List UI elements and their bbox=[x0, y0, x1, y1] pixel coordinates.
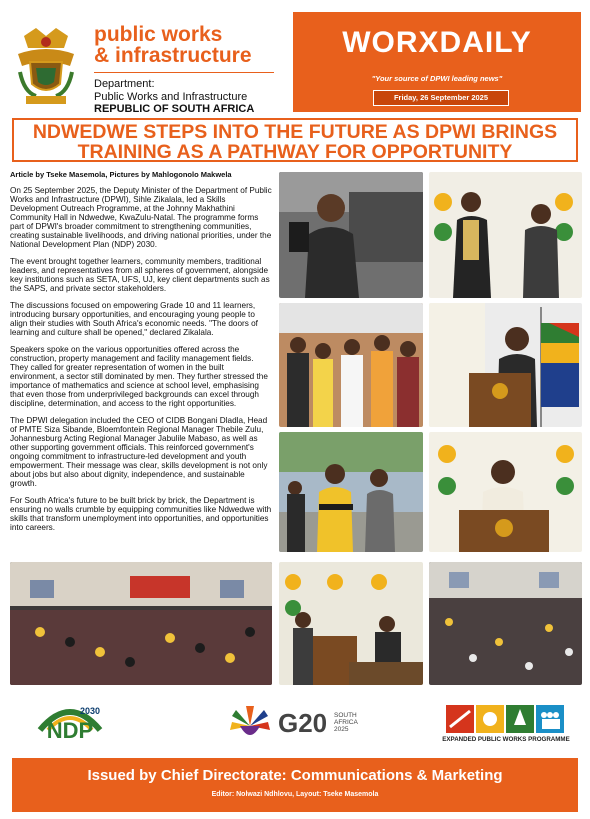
coat-of-arms-icon bbox=[14, 26, 78, 110]
byline: Article by Tseke Masemola, Pictures by Mahlogonolo Makwela bbox=[10, 170, 232, 179]
department-subtitle bbox=[94, 78, 284, 116]
footer-credits: Editor: Nolwazi Ndhlovu, Layout: Tseke Masemola bbox=[211, 791, 379, 798]
epwp-icons bbox=[446, 705, 566, 733]
ndp-year: 2030 bbox=[80, 706, 101, 716]
g20-logo bbox=[226, 700, 386, 748]
g20-subtitle bbox=[334, 712, 358, 733]
g20-sub1: SOUTH bbox=[334, 712, 357, 719]
article-paragraph: The discussions focused on empowering Grade 10 and 11 learners, introducing bursary opportunities, and encouraging young people to align their studies with South Africa's economic needs. "The doors of learning and culture shall be opened," declared Zikalala. bbox=[10, 301, 258, 337]
photo-community-group bbox=[279, 303, 423, 427]
epwp-text: EXPANDED PUBLIC WORKS PROGRAMME bbox=[442, 736, 570, 743]
headline-line1: NDWEDWE STEPS INTO THE FUTURE AS DPWI BRINGS bbox=[32, 121, 558, 143]
photo-two-officials bbox=[429, 172, 582, 298]
protea-icon bbox=[226, 700, 274, 748]
photo-full-hall-audience bbox=[429, 562, 582, 685]
photo-deputy-minister-arrival bbox=[279, 172, 423, 298]
photo-audience-hall bbox=[10, 562, 272, 685]
department-name-line1: public works bbox=[94, 23, 223, 46]
photo-speaker-podium-flag bbox=[429, 303, 582, 427]
country-name: REPUBLIC OF SOUTH AFRICA bbox=[94, 103, 255, 115]
article-paragraph: Speakers spoke on the various opportunities offered across the construction, property management and facility management fields. They called for greater representation of women in the built environment, a sector still dominated by men. They further stressed the importance of mathematics and science at school level, emphasising that even those from underprivileged backgrounds can excel through discipline, determination, and access to the right opportunities. bbox=[10, 345, 268, 408]
footer bbox=[12, 758, 578, 812]
article-paragraph: For South Africa's future to be built brick by brick, the Department is ensuring no walls crumble by equipping communities like Ndwedwe with skills that transform unemployment into opportunities, and opportunities into careers. bbox=[10, 496, 272, 532]
article-paragraph: The event brought together learners, community members, traditional leaders, and representatives from all spheres of government, alongside key institutions such as SETA, UFS, UJ, key client departments such as the SAPS, and private sector stakeholders. bbox=[10, 257, 270, 293]
g20-text: G20 bbox=[278, 708, 328, 738]
masthead-title: WORXDAILY bbox=[342, 26, 532, 59]
department-label: Department: bbox=[94, 78, 155, 90]
g20-sub3: 2025 bbox=[334, 726, 349, 733]
divider bbox=[94, 72, 274, 73]
article-paragraph: On 25 September 2025, the Deputy Minister of the Department of Public Works and Infrastructure (DPWI), Sihle Zikalala, led a Skills Development Outreach Programme, at the Johnny Makhathini Community Hall in Ndwedwe, KwaZulu-Natal. The programme forms part of DPWI's broader commitment to strengthening communities, creating sustainable livelihoods, and driving national priorities, under the National Development Plan (NDP) 2030. bbox=[10, 186, 272, 249]
photo-delegation-walking bbox=[279, 432, 423, 552]
article-body bbox=[10, 186, 272, 540]
department-name bbox=[94, 24, 284, 66]
masthead bbox=[293, 12, 581, 112]
epwp-logo bbox=[432, 705, 580, 749]
department-full-name: Public Works and Infrastructure bbox=[94, 90, 248, 103]
g20-sub2: AFRICA bbox=[334, 719, 358, 726]
photo-podium-stage bbox=[279, 562, 423, 685]
masthead-tagline: "Your source of DPWI leading news" bbox=[371, 74, 503, 83]
headline-line2: TRAINING AS A PATHWAY FOR OPPORTUNITY bbox=[77, 141, 513, 163]
ndp-2030-logo bbox=[34, 700, 106, 748]
headline bbox=[12, 118, 578, 162]
photo-minister-speaking bbox=[429, 432, 582, 552]
article-paragraph: The DPWI delegation included the CEO of CIDB Bongani Dladla, Head of PMTE Siza Sibande, Bloemfontein Regional Manager Thebile Zulu, Johannesburg Acting Regional Manager Jabulile Mabaso, as well as other supporting government officials. This reinforced government's ongoing commitment to infrastructure-led development and youth empowerment. Their message was clear, skills development is not only about jobs but also about dignity, independence, and sustainable growth. bbox=[10, 416, 268, 488]
ndp-text: NDP bbox=[46, 718, 94, 743]
issue-date: Friday, 26 September 2025 bbox=[373, 90, 509, 106]
department-header bbox=[10, 12, 280, 115]
department-name-line2: & infrastructure bbox=[94, 44, 252, 67]
footer-title: Issued by Chief Directorate: Communications & Marketing bbox=[87, 767, 503, 784]
